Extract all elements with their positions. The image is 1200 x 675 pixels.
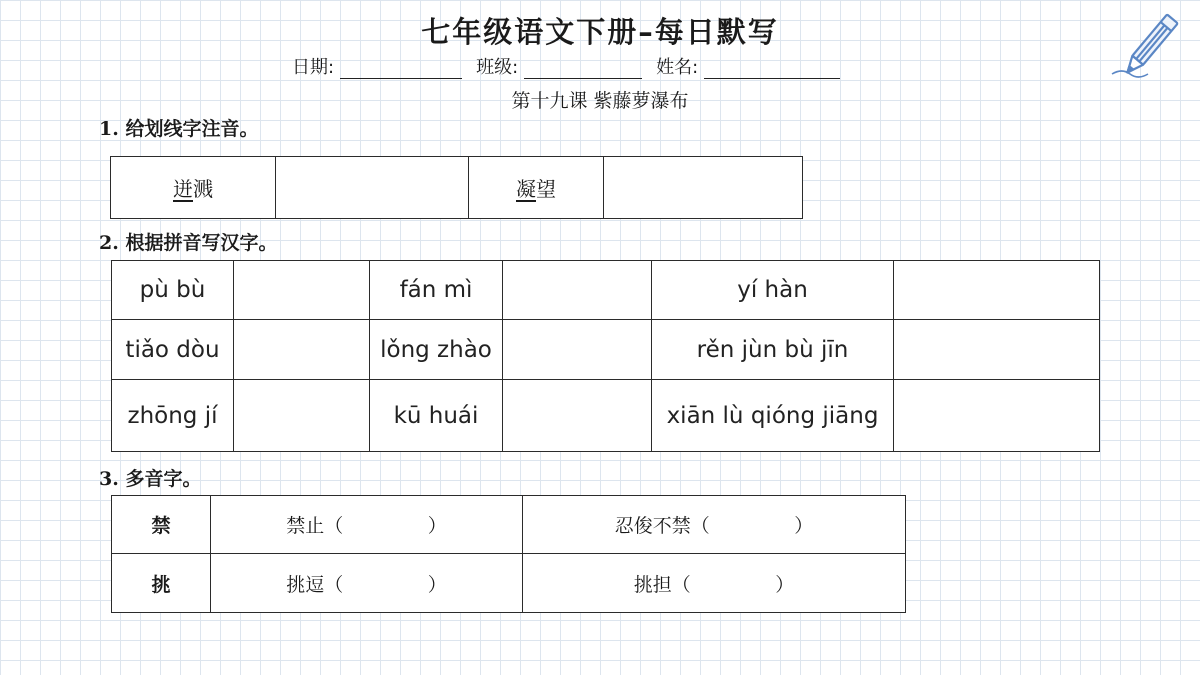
pinyin-cell: yí hàn xyxy=(652,261,894,320)
lesson-title: 第十九课 紫藤萝瀑布 xyxy=(511,90,689,112)
answer-cell[interactable] xyxy=(503,320,652,380)
polyphone-table xyxy=(111,495,906,613)
close-paren: ） xyxy=(427,573,447,596)
name-label: 姓名: xyxy=(656,57,699,78)
name-blank[interactable] xyxy=(704,60,840,79)
pinyin-cell: xiān lù qióng jiāng xyxy=(652,380,894,452)
answer-cell[interactable] xyxy=(604,157,803,219)
answer-cell[interactable] xyxy=(234,380,370,452)
page-title: 七年级语文下册–每日默写 xyxy=(421,15,779,49)
section-3-heading: 3. 多音字。 xyxy=(99,468,202,490)
blank-space[interactable] xyxy=(691,574,776,596)
pinyin-cell: rěn jùn bù jīn xyxy=(652,320,894,380)
polyphone-item[interactable] xyxy=(211,554,523,613)
polyphone-item[interactable] xyxy=(523,554,906,613)
answer-cell[interactable] xyxy=(503,261,652,320)
close-paren: ） xyxy=(775,573,795,596)
answer-cell[interactable] xyxy=(234,320,370,380)
polyphone-item[interactable] xyxy=(523,496,906,554)
polyphone-item[interactable] xyxy=(211,496,523,554)
pinyin-cell: pù bù xyxy=(112,261,234,320)
answer-cell[interactable] xyxy=(894,261,1100,320)
pinyin-table xyxy=(111,260,1100,452)
pinyin-cell: kū huái xyxy=(370,380,503,452)
word-rest: 溅 xyxy=(193,177,213,201)
underlined-char: 迸 xyxy=(173,177,193,201)
phonetic-table xyxy=(110,156,803,219)
pinyin-cell: tiǎo dòu xyxy=(112,320,234,380)
polyphone-char: 禁 xyxy=(112,496,211,554)
word-prefix: 忍俊不禁（ xyxy=(614,515,710,537)
close-paren: ） xyxy=(794,515,814,537)
word-cell xyxy=(111,157,276,219)
answer-cell[interactable] xyxy=(894,380,1100,452)
underlined-char: 凝 xyxy=(516,177,536,201)
polyphone-char: 挑 xyxy=(112,554,211,613)
word-prefix: 挑逗（ xyxy=(286,573,344,596)
blank-space[interactable] xyxy=(343,574,428,596)
word-prefix: 挑担（ xyxy=(633,573,691,596)
answer-cell[interactable] xyxy=(503,380,652,452)
class-label: 班级: xyxy=(476,57,519,78)
section-1-heading: 1. 给划线字注音。 xyxy=(99,118,259,140)
answer-cell[interactable] xyxy=(234,261,370,320)
pencil-icon xyxy=(1108,8,1188,92)
date-label: 日期: xyxy=(292,57,335,78)
section-2-heading: 2. 根据拼音写汉字。 xyxy=(99,232,278,254)
pinyin-cell: lǒng zhào xyxy=(370,320,503,380)
date-blank[interactable] xyxy=(340,60,462,79)
blank-space[interactable] xyxy=(343,515,428,537)
close-paren: ） xyxy=(427,515,447,537)
answer-cell[interactable] xyxy=(894,320,1100,380)
word-cell xyxy=(469,157,604,219)
class-blank[interactable] xyxy=(524,60,642,79)
student-info xyxy=(292,53,854,79)
answer-cell[interactable] xyxy=(276,157,469,219)
pinyin-cell: zhōng jí xyxy=(112,380,234,452)
word-rest: 望 xyxy=(536,177,556,201)
pinyin-cell: fán mì xyxy=(370,261,503,320)
word-prefix: 禁止（ xyxy=(286,515,344,537)
blank-space[interactable] xyxy=(710,515,795,537)
